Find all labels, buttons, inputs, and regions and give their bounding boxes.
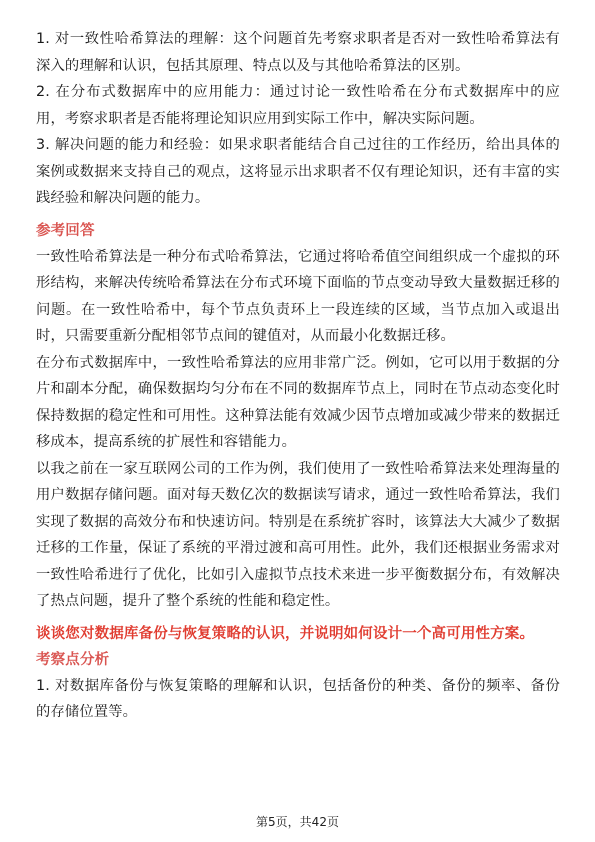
interview-question: 谈谈您对数据库备份与恢复策略的认识，并说明如何设计一个高可用性方案。 <box>36 625 535 642</box>
page-number-footer: 第5页，共42页 <box>256 815 339 829</box>
consideration-point-1: 1. 对一致性哈希算法的理解：这个问题首先考察求职者是否对一致性哈希算法有深入的理解和认识，包括其原理、特点以及与其他哈希算法的区别。 <box>36 31 560 74</box>
consideration-point-2: 2. 在分布式数据库中的应用能力：通过讨论一致性哈希在分布式数据库中的应用，考察求职者是否能将理论知识应用到实际工作中，解决实际问题。 <box>36 84 560 127</box>
answer-paragraph-2: 在分布式数据库中，一致性哈希算法的应用非常广泛。例如，它可以用于数据的分片和副本分配，确保数据均匀分布在不同的数据库节点上，同时在节点动态变化时保持数据的稳定性和可用性。这种算法能有效减少因节点增加或减少带来的数据迁移成本，提高系统的扩展性和容错能力。 <box>36 354 560 450</box>
section-heading-answer: 参考回答 <box>36 222 95 239</box>
consideration-point-3: 3. 解决问题的能力和经验：如果求职者能结合自己过往的工作经历，给出具体的案例或数据来支持自己的观点，这将显示出求职者不仅有理论知识，还有丰富的实践经验和解决问题的能力。 <box>36 137 560 206</box>
section-heading-analysis: 考察点分析 <box>36 651 110 668</box>
analysis-point-1: 1. 对数据库备份与恢复策略的理解和认识，包括备份的种类、备份的频率、备份的存储位置等。 <box>36 677 560 720</box>
answer-paragraph-3: 以我之前在一家互联网公司的工作为例，我们使用了一致性哈希算法来处理海量的用户数据存储问题。面对每天数亿次的数据读写请求，通过一致性哈希算法，我们实现了数据的高效分布和快速访问。特别是在系统扩容时，该算法大大减少了数据迁移的工作量，保证了系统的平滑过渡和高可用性。此外，我们还根据业务需求对一致性哈希进行了优化，比如引入虚拟节点技术来进一步平衡数据分布，有效解决了热点问题，提升了整个系统的性能和稳定性。 <box>36 460 560 609</box>
answer-paragraph-1: 一致性哈希算法是一种分布式哈希算法，它通过将哈希值空间组织成一个虚拟的环形结构，来解决传统哈希算法在分布式环境下面临的节点变动导致大量数据迁移的问题。在一致性哈希中，每个节点负责环上一段连续的区域，当节点加入或退出时，只需要重新分配相邻节点间的键值对，从而最小化数据迁移。 <box>36 248 560 344</box>
page-content <box>36 26 560 726</box>
